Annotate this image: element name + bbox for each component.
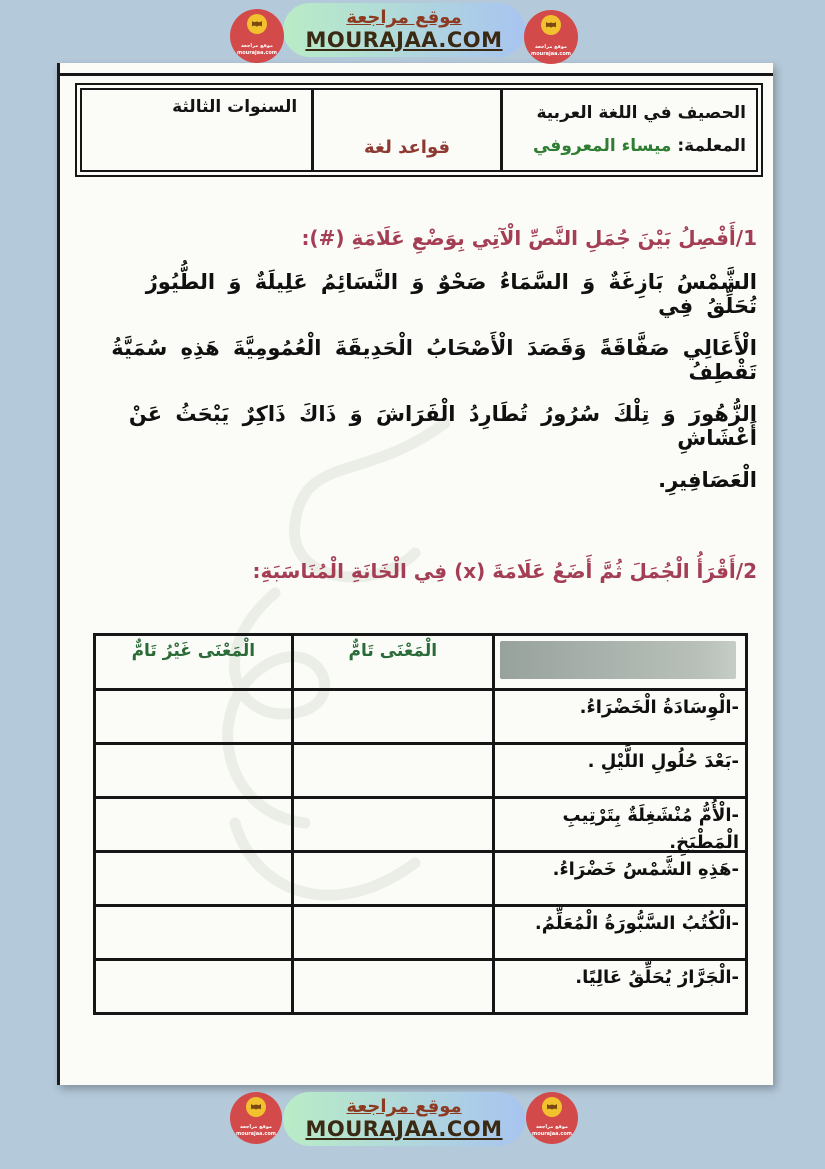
worksheet-page [57,63,773,1085]
teacher-label: المعلمة: [677,136,746,157]
module-label: قواعد لغة [364,137,451,158]
site-domain-link[interactable]: MOURAJAA.COM [305,28,503,52]
header-table [75,83,763,177]
site-title-link[interactable]: موقع مراجعة [346,1096,462,1117]
book-icon [247,14,267,34]
header-cell-subject [500,90,756,170]
table-row [96,745,745,799]
logo-caption: موقع مراجعة mourajaa.com [531,1124,572,1137]
teacher-name: ميساء المعروفي [532,136,672,157]
book-icon [542,1097,562,1117]
site-logo [230,9,284,63]
header-cell-sentences [492,636,745,688]
table-header-row [96,636,745,691]
answer-cell-complete[interactable] [291,853,492,904]
column-header-incomplete: الْمَعْنَى غَيْرُ تَامٌّ [131,641,256,661]
book-icon [541,15,561,35]
question-1-heading: 1/أَفْصِلُ بَيْنَ جُمَلِ النَّصِّ الْآتِي بِوَضْعِ عَلَامَةِ (#): [301,226,757,250]
q1-text-line: الزُّهُورَ وَ تِلْكَ سُرُورُ تُطَارِدُ الْفَرَاشَ وَ ذَاكَ ذَاكِرٌ يَبْحَثُ عَنْ أَعْشَاشِ [128,402,757,450]
sentence-cell: -بَعْدَ حُلُولِ اللَّيْلِ . [492,745,745,796]
sentence-cell: -الْكُتُبُ السَّبُّورَةُ الْمُعَلِّمُ. [492,907,745,958]
site-logo [230,1092,282,1144]
answer-cell-complete[interactable] [291,961,492,1012]
answer-cell-complete[interactable] [291,907,492,958]
page-top-rule [60,73,773,76]
sentence-cell: -الْوِسَادَةُ الْخَضْرَاءُ. [492,691,745,742]
q1-text-line: الْعَصَافِيرِ. [658,468,757,492]
logo-caption: موقع مراجعة mourajaa.com [235,1124,276,1137]
table-row [96,691,745,745]
answer-cell-incomplete[interactable] [96,907,291,958]
assessment-table [93,633,748,1015]
site-title-link[interactable]: موقع مراجعة [346,7,462,28]
answer-cell-incomplete[interactable] [96,799,291,850]
logo-caption: موقع مراجعة mourajaa.com [530,44,571,57]
answer-cell-incomplete[interactable] [96,745,291,796]
answer-cell-complete[interactable] [291,745,492,796]
column-header-complete: الْمَعْنَى تَامٌّ [291,636,492,688]
subject-title: الحصيف في اللغة العربية [536,103,746,123]
table-row [96,961,745,1012]
teacher-line [507,130,746,163]
site-domain-link[interactable]: MOURAJAA.COM [305,1117,503,1141]
header-cell-grade [82,90,311,170]
table-row [96,799,745,853]
q1-text-line: الْأَعَالِي صَفَّاقَةً وَقَصَدَ الْأَصْحَابُ الْحَدِيقَةَ الْعُمُومِيَّةَ هَذِهِ سُمَيَّةُ تَقْطِفُ [111,336,757,384]
site-link-pill [283,1092,525,1146]
redacted-strip [500,641,736,679]
question-1-text [98,270,757,534]
sentence-cell: -الْأُمُّ مُنْشَغِلَةٌ بِتَرْتِيبِ الْمَطْبَخِ. [492,799,745,850]
site-link-pill [283,3,525,57]
grade-label: السنوات الثالثة [172,97,298,117]
book-icon [246,1097,266,1117]
sentence-cell: -هَذِهِ الشَّمْسُ خَضْرَاءُ. [492,853,745,904]
question-2-heading: 2/أَقْرَأُ الْجُمَلَ ثُمَّ أَضَعُ عَلَامَةَ (x) فِي الْخَانَةِ الْمُنَاسَبَةِ: [252,559,757,583]
answer-cell-complete[interactable] [291,799,492,850]
answer-cell-complete[interactable] [291,691,492,742]
answer-cell-incomplete[interactable] [96,961,291,1012]
table-row [96,907,745,961]
header-cell-module [311,90,500,170]
answer-cell-incomplete[interactable] [96,691,291,742]
answer-cell-incomplete[interactable] [96,853,291,904]
site-logo [524,10,578,64]
site-logo [526,1092,578,1144]
q1-text-line: الشَّمْسُ بَازِغَةٌ وَ السَّمَاءُ صَحْوٌ وَ النَّسَائِمُ عَلِيلَةٌ وَ الطُّيُورُ تُحَلِّقُ فِي [145,270,757,318]
table-row [96,853,745,907]
sentence-cell: -الْجَرَّارُ يُحَلِّقُ عَالِيًا. [492,961,745,1012]
logo-caption: موقع مراجعة mourajaa.com [236,43,277,56]
